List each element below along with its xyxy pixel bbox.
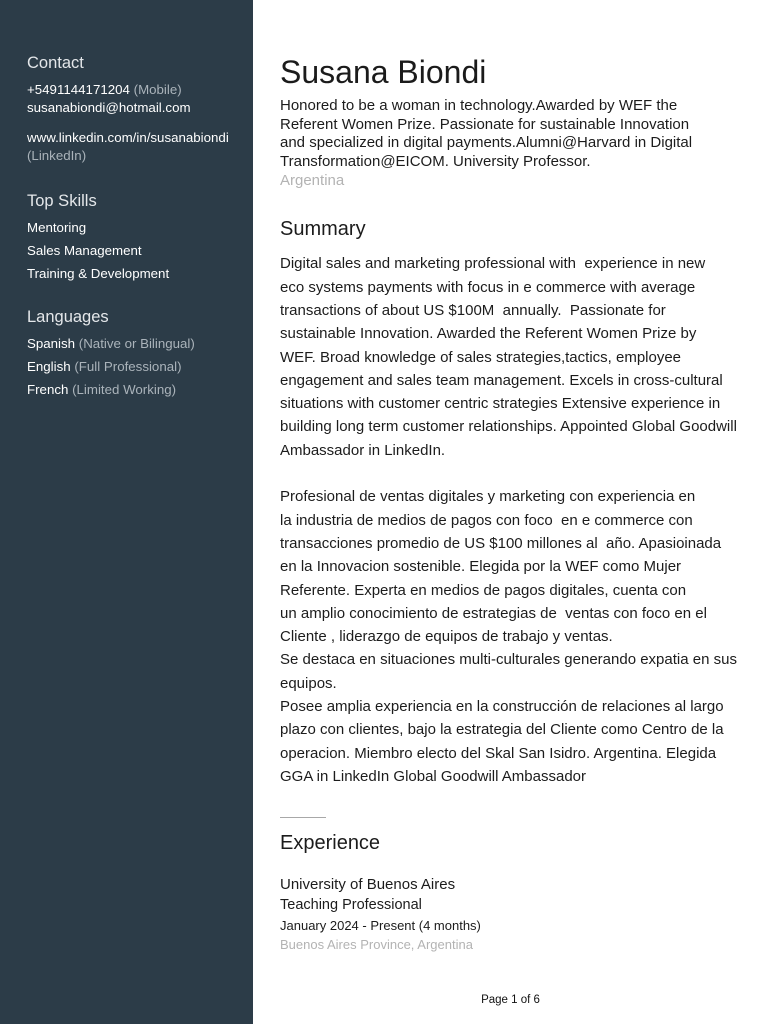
summary-line: WEF. Broad knowledge of sales strategies,tactics, employee bbox=[280, 348, 682, 366]
summary-line: Posee amplia experiencia en la construcción de relaciones al largo bbox=[280, 698, 724, 716]
linkedin-label: (LinkedIn) bbox=[27, 148, 87, 163]
language-item bbox=[27, 355, 249, 378]
skill-item: Mentoring bbox=[27, 219, 87, 235]
contact-phone bbox=[27, 81, 249, 99]
language-item bbox=[27, 332, 249, 355]
headline-line: Honored to be a woman in technology.Awarded by WEF the bbox=[280, 97, 678, 114]
summary-heading: Summary bbox=[280, 218, 366, 240]
summary-line: equipos. bbox=[280, 674, 337, 692]
top-skills-heading: Top Skills bbox=[27, 192, 97, 210]
language-level: (Native or Bilingual) bbox=[78, 335, 195, 351]
experience-title: Teaching Professional bbox=[280, 897, 422, 913]
summary-line: sustainable Innovation. Awarded the Referent Women Prize by bbox=[280, 325, 697, 343]
summary-text bbox=[280, 252, 760, 788]
phone-number: +5491144171204 bbox=[27, 82, 130, 97]
experience-dates: January 2024 - Present (4 months) bbox=[280, 917, 481, 933]
summary-line: transactions of about US $100M annually. Passionate for bbox=[280, 301, 666, 319]
summary-line: Ambassador in LinkedIn. bbox=[280, 441, 446, 459]
summary-line: operacion. Miembro electo del Skal San Isidro. Argentina. Elegida bbox=[280, 744, 717, 762]
summary-line: Se destaca en situaciones multi-culturales generando expatia en sus bbox=[280, 651, 737, 669]
resume-main bbox=[280, 0, 760, 1024]
contact-linkedin bbox=[27, 129, 249, 165]
language-item bbox=[27, 378, 249, 401]
summary-line: la industria de medios de pagos con foco en e commerce con bbox=[280, 511, 693, 529]
summary-line: building long term customer relationships. Appointed Global Goodwill bbox=[280, 418, 737, 436]
language-level: (Limited Working) bbox=[72, 381, 177, 397]
language-name: French bbox=[27, 381, 69, 397]
summary-line: GGA in LinkedIn Global Goodwill Ambassador bbox=[280, 767, 586, 785]
sidebar bbox=[0, 0, 253, 1024]
summary-line: transacciones promedio de US $100 millones al año. Apasioinada bbox=[280, 534, 722, 552]
summary-line: plazo con clientes, bajo la estrategia del Cliente como Centro de la bbox=[280, 721, 724, 739]
experience-heading: Experience bbox=[280, 832, 381, 854]
skill-item: Sales Management bbox=[27, 242, 142, 258]
profile-name: Susana Biondi bbox=[280, 54, 487, 90]
skill-item: Training & Development bbox=[27, 265, 170, 281]
section-divider bbox=[280, 817, 326, 818]
summary-line: Cliente , liderazgo de equipos de trabajo y ventas. bbox=[280, 628, 613, 646]
experience-location: Buenos Aires Province, Argentina bbox=[280, 936, 473, 952]
top-skills-list bbox=[27, 216, 249, 285]
summary-line: en la Innovacion sostenible. Elegida por la WEF como Mujer bbox=[280, 558, 682, 576]
experience-company: University of Buenos Aires bbox=[280, 876, 456, 893]
summary-paragraph bbox=[280, 252, 760, 462]
summary-line: engagement and sales team management. Excels in cross-cultural bbox=[280, 371, 723, 389]
summary-paragraph bbox=[280, 485, 760, 788]
summary-line: Profesional de ventas digitales y marketing con experiencia en bbox=[280, 488, 696, 506]
linkedin-link[interactable]: www.linkedin.com/in/susanabiondi bbox=[27, 130, 229, 145]
summary-line: Digital sales and marketing professional with experience in new bbox=[280, 255, 706, 273]
language-name: Spanish bbox=[27, 335, 76, 351]
phone-type: (Mobile) bbox=[133, 82, 182, 97]
headline-line: Referent Women Prize. Passionate for sustainable Innovation bbox=[280, 115, 690, 133]
languages-heading: Languages bbox=[27, 308, 109, 326]
headline-line: and specialized in digital payments.Alumni@Harvard in Digital bbox=[280, 134, 693, 152]
language-name: English bbox=[27, 358, 71, 374]
email-link[interactable]: susanabiondi@hotmail.com bbox=[27, 100, 191, 115]
summary-line: eco systems payments with focus in e commerce with average bbox=[280, 278, 696, 296]
page-number: Page 1 of 6 bbox=[481, 994, 540, 1006]
summary-line: Referente. Experta en medios de pagos digitales, cuenta con bbox=[280, 581, 687, 599]
profile-location: Argentina bbox=[280, 172, 345, 189]
contact-heading: Contact bbox=[27, 54, 84, 72]
linkedin-url-line bbox=[27, 129, 249, 147]
headline-line: Transformation@EICOM. University Professor. bbox=[280, 153, 591, 171]
language-level: (Full Professional) bbox=[74, 358, 182, 374]
languages-list bbox=[27, 332, 249, 401]
contact-email bbox=[27, 99, 249, 117]
experience-entry bbox=[280, 874, 760, 954]
summary-line: situations with customer centric strategies Extensive experience in bbox=[280, 395, 721, 413]
profile-headline bbox=[280, 97, 760, 172]
summary-line: un amplio conocimiento de estrategias de ventas con foco en el bbox=[280, 604, 707, 622]
contact-details bbox=[27, 81, 249, 117]
